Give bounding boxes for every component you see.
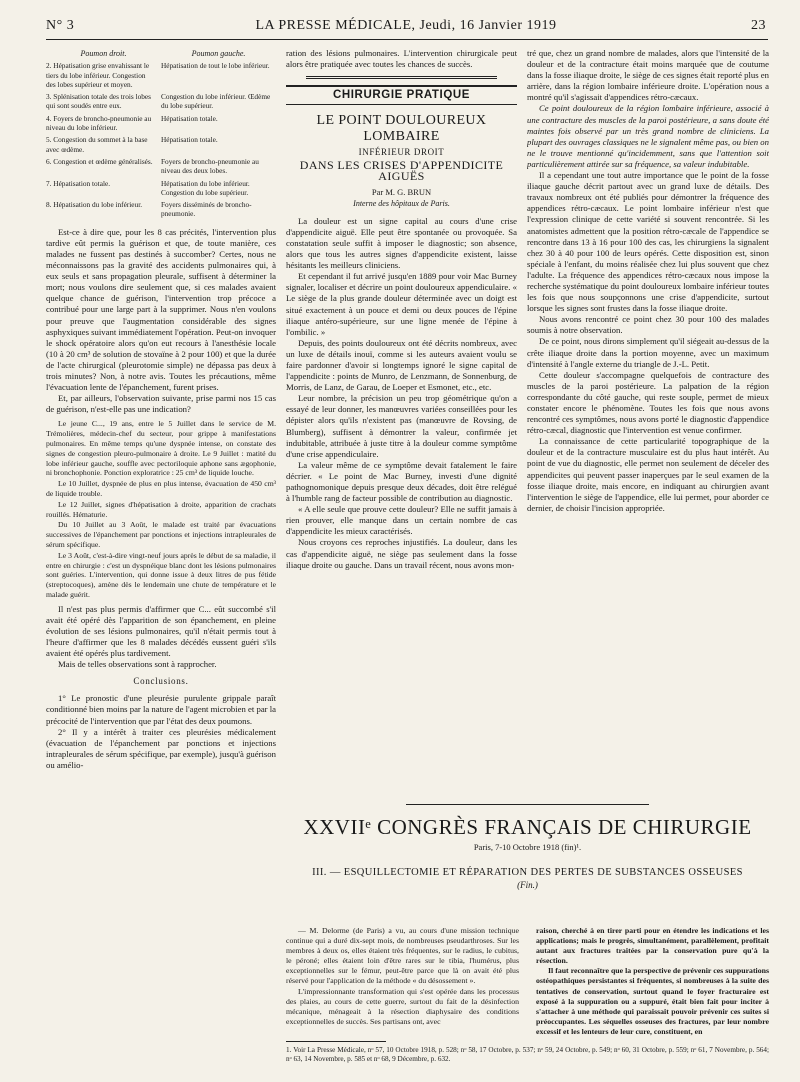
paragraph: Il faut reconnaître que la perspective de prévenir ces suppurations ostéopathiques persistantes si fréquentes, si nombreuses à la suite des tentatives de conservation, surtout quand le foyer fracturaire est exposé à la suppuration ou a suppuré, était bien fait pour inciter à s'attacher à une méthode qui paraissait pouvoir prévenir ces suites si préoccupantes. Les séquelles osseuses des fractures, par leur nombre excessif et les lenteurs de leur cure, constituent, en [536, 966, 769, 1036]
table-cell: Congestion du lobe inférieur. Œdème du lobe supérieur. [161, 92, 271, 111]
table-row [46, 61, 276, 92]
congress-dates: Paris, 7-10 Octobre 1918 (fin)¹. [473, 842, 582, 852]
congress-columns [286, 926, 769, 1036]
table-header-left-lung: Poumon gauche. [191, 49, 246, 58]
paragraph: La valeur même de ce symptôme devait fatalement le faire décrier. « Le point de Mac Burney, investi d'une dignité pathognomonique depuis presque deux décades, doit être relégué à l'humble rang de facteur possible de contribution au diagnostic. [286, 459, 517, 504]
paragraph: Il n'est pas plus permis d'affirmer que C... eût succombé s'il avait été opéré dès l'apparition de son épanchement, en pleine évolution de ses lésions pulmonaires, qu'il n'était permis tout à l'heure d'affirmer que les 8 malades décédés eussent guéri s'ils avaient été opérés plus tardivement. [46, 603, 276, 659]
section-divider [306, 76, 497, 79]
table-header-right-lung: Poumon droit. [80, 49, 127, 58]
table-cell: Hépatisation du lobe inférieur. Congestion du lobe supérieur. [161, 178, 250, 197]
table-row [46, 92, 276, 114]
paragraph: La connaissance de cette particularité topographique de la douleur et de la contracture musculaire est du plus haut intérêt. Au point de vue du diagnostic, elle permet non seulement de déceler des appendicites qui peuvent passer inaperçues par le seul examen de la fosse iliaque droite, mais encore, en indiquant au chirurgien avant l'intervention le siège de l'appendice, elle lui permet, pour aborder ce dernier, de choisir l'incision appropriée. [527, 436, 769, 513]
observation-paragraph: Le 12 Juillet, signes d'hépatisation à droite, apparition de crachats rouillés. Hématurie. [46, 499, 276, 519]
conclusions-heading: Conclusions. [133, 676, 189, 687]
issue-number: N° 3 [46, 18, 75, 33]
conclusion-paragraph: 2° Il y a intérêt à traiter ces pleurésies médicalement (évacuation de l'épanchement par ponctions et injections intrapleurales de sérum spécifique, par exemple), jusqu'à guérison ou amélio- [46, 726, 276, 770]
table-cell: Hépatisation totale. [161, 135, 218, 145]
header-rule [46, 39, 768, 40]
article-author: Par M. G. BRUN [371, 186, 432, 197]
page-number: 23 [751, 18, 766, 33]
paragraph: « A elle seule que prouve cette douleur? Elle ne suffit jamais à rien prouver, elle manque dans un certain nombre de cas d'appendicite les mieux caractérisés. [286, 504, 517, 537]
observation-paragraph: Le 3 Août, c'est-à-dire vingt-neuf jours après le début de sa maladie, il entre en chirurgie : c'est un dyspnéique blanc dont les lésions pulmonaires sont guéries. L'intervention, qui donne issue à deux litres de pus fétide (streptocoques), amène dès le lendemain une chute de température et le malade guérit. [46, 550, 276, 599]
observation-block [46, 419, 276, 599]
journal-title: LA PRESSE MÉDICALE, Jeudi, 16 Janvier 1919 [255, 18, 557, 33]
paragraph: Cette douleur s'accompagne quelquefois de contracture des muscles de la paroi postérieure. La palpation de la région correspondante du côté gauche, qui reste souple, permet de mieux constater encore le phénomène. Toutes les fois que nous avons rencontré ces symptômes, nous avons porté le diagnostic d'appendice rétro-cæcal, diagnostic que l'intervention est venue confirmer. [527, 369, 769, 436]
paragraph: Mais de telles observations sont à rapprocher. [58, 659, 217, 670]
paragraph: Et cependant il fut arrivé jusqu'en 1889 pour voir Mac Burney signaler, localiser et décrire un point douloureux appendiculaire. « Le siège de la plus grande douleur déterminée avec un doigt est situé exactement à un pouce et demi ou deux pouces de l'épine iliaque antéro-supérieure, sur une ligne menée de l'épine à l'ombilic. » [286, 271, 517, 337]
table-row [46, 157, 276, 179]
table-cell: 2. Hépatisation grise envahissant le tiers du lobe inférieur. Congestion des lobes supérieur et moyen. [46, 61, 150, 89]
footnote-rule [286, 1041, 386, 1042]
paragraph: Il a cependant une tout autre importance que le point de la fosse iliaque gauche décrit partout avec un grand luxe de détails. Des travaux nombreux ont été publiés pour démontrer la fréquence des appendices rétro-cæcaux. Le point lombaire inférieur n'est que l'expression clinique de cette variété si souvent rencontrée. Si les anatomistes admettent que la position rétro-cæcale de l'appendice se rencontre dans 13 à 16 pour 100 des cas, les chirurgiens la signalent chez 30 à 40 pour 100 de leurs opérés. Cette disposition est, sinon spéciale à l'enfant, du moins réalisée chez lui plus souvent que chez l'adulte. La fréquence des appendices rétro-cæcaux nous impose la recherche systématique du point douloureux lombaire inférieur toutes les fois que nous soupçonnons une crise d'appendicite, surtout lorsque les signes sont frustes dans la fosse iliaque droite. [527, 170, 769, 314]
page-header [46, 18, 766, 36]
paragraph: La douleur est un signe capital au cours d'une crise d'appendicite aiguë. Elle peut être spontanée ou provoquée. Sa constatation seule suffit à imposer le diagnostic; son absence, alors que tous les autres signes d'appendicite existent, laisse hésitants les meilleurs cliniciens. [286, 215, 517, 271]
table-row [46, 179, 276, 201]
congress-section [286, 804, 769, 1074]
article-subtitle: DANS LES CRISES D'APPENDICITE AIGUËS [299, 158, 504, 184]
table-row [46, 200, 276, 222]
section-divider [406, 804, 649, 805]
table-row [46, 135, 276, 157]
table-row [46, 114, 276, 136]
footnote: 1. Voir La Presse Médicale, nᵒ 57, 10 Octobre 1918, p. 528; nᵒ 58, 17 Octobre, p. 537; nᵒ 59, 24 Octobre, p. 549; nᵒ 60, 31 Octobre, p. 559; nᵒ 61, 7 Novembre, p. 564; nᵒ 63, 14 Novembre, p. 585 et nᵒ 68, 9 Décembre, p. 632. [286, 1046, 769, 1064]
paragraph: Et, par ailleurs, l'observation suivante, prise parmi nos 15 cas de guérison, n'est-elle pas une indication? [46, 393, 276, 415]
observation-paragraph: Le jeune C..., 19 ans, entre le 5 Juillet dans le service de M. Trémolières, médecin-chef du secteur, pour grippe à manifestations pulmonaires. En même temps qu'une dyspnée intense, on constate des signes de congestion pleuro-pulmonaire à droite. Le 9 Juillet : matité du lobe inférieur gauche, souffle avec pectoriloquie aphone sans ægophonie, ni bronchophonie. Ponction exploratrice : 25 cm³ de liquide louche. [46, 419, 276, 478]
session-heading: III. — ESQUILLECTOMIE ET RÉPARATION DES PERTES DE SUBSTANCES OSSEUSES [312, 867, 743, 878]
table-cell: 8. Hépatisation du lobe inférieur. [46, 200, 143, 210]
article-title: LE POINT DOULOUREUX LOMBAIRE [316, 113, 487, 145]
author-affiliation: Interne des hôpitaux de Paris. [353, 198, 450, 208]
table-cell: Hépatisation totale. [161, 113, 218, 123]
table-cell: 4. Foyers de broncho-pneumonie au niveau du lobe inférieur. [46, 113, 152, 133]
paragraph: Nous avons rencontré ce point chez 30 pour 100 des malades soumis à notre observation. [527, 314, 769, 336]
congress-column-right [536, 926, 769, 1036]
paragraph: Ce point douloureux de la région lombaire inférieure, associé à une contracture des muscles de la paroi postérieure, a sans doute été maintes fois observé par un très grand nombre de cliniciens. La plupart des ouvrages classiques ne le signalent même pas, ou bien on ne le trouve mentionné qu'incidemment, sans que l'attention soit particulièrement attirée sur sa fréquence, sa valeur indubitable. [527, 103, 769, 169]
column-2 [286, 48, 517, 796]
table-cell: Foyers de broncho-pneumonie au niveau des deux lobes. [161, 156, 259, 176]
paragraph: L'impressionnante transformation qui s'est opérée dans les processus des plaies, au cours de cette guerre, surtout du fait de la désinfection mécanique, ménageait à la résection diaphysaire des conditions exceptionnelles de succès. Ses partisans ont, avec [286, 986, 519, 1026]
column-1 [46, 48, 276, 1078]
table-cell: 7. Hépatisation totale. [46, 178, 111, 188]
conclusion-paragraph: 1° Le pronostic d'une pleurésie purulente grippale paraît conditionné bien moins par la nature de l'agent microbien et par la précocité de l'intervention que par l'état des deux poumons. [46, 693, 276, 726]
paragraph: Leur nombre, la précision un peu trop géométrique qu'on a essayé de leur donner, les manœuvres variées conseillées pour les dépister alors qu'ils n'existent pas (manœuvre de Rovsing, de Blumberg), suffisent à démontrer la valeur, confirmée jet indubitable, attribuée à juste titre à la douleur comme symptôme d'une crise appendiculaire. [286, 393, 517, 459]
congress-column-left [286, 926, 519, 1036]
table-cell: Foyers disséminés de broncho-pneumonie. [161, 200, 252, 219]
article-subtitle: INFÉRIEUR DROIT [358, 147, 445, 158]
paragraph: Nous croyons ces reproches injustifiés. La douleur, dans les cas d'appendicite aiguë, ne siège pas seulement dans la fosse iliaque droite ou gauche. Dans un travail récent, nous avons mon- [286, 537, 517, 570]
congress-title: XXVIIᵉ CONGRÈS FRANÇAIS DE CHIRURGIE [303, 815, 752, 839]
session-fin: (Fin.) [517, 880, 538, 890]
paragraph: — M. Delorme (de Paris) a vu, au cours d'une mission technique continue qui a duré dix-sept mois, de nombreuses pseudarthroses. Sur les membres à deux os, elles étaient très fréquentes, sur le radius, le cubitus, le péroné; elles étaient loin d'être rares sur le tibia, l'humérus, plus exceptionnelles sur le fémur, peut-être parce que là on avait été plus réservé pour l'application de la méthode « du désossement ». [286, 926, 519, 986]
paragraph: raison, cherché à en tirer parti pour en étendre les indications et les applications; mais le progrès, simultanément, parallèlement, profitait autant aux fractures traitées par la conservation pure qu'à la résection. [536, 926, 769, 966]
paragraph: ration des lésions pulmonaires. L'intervention chirurgicale peut alors être pratiquée avec toutes les chances de succès. [286, 48, 517, 70]
paragraph: tré que, chez un grand nombre de malades, alors que l'intensité de la douleur et de la contracture était moins marquée que de coutume dans la fosse iliaque droite, le siège de ces signes était reporté plus en arrière, dans la région lombaire inférieure droite. L'opération nous a montré qu'il s'agissait d'appendices rétro-cæcaux. [527, 48, 769, 103]
paragraph: Est-ce à dire que, pour les 8 cas précités, l'intervention plus tardive eût permis la guérison et que, de toute manière, ces malades ne fussent pas destinés à succomber? Certes, nous ne méconnaissons pas la gravité des accidents pulmonaires qui, à eux seuls et sans propagation pleurale, suffisent à déterminer la mort; nous voulons dire seulement que, si ces malades avaient quelque chance de guérison, l'intervention trop précoce a contribué pour une large part à la supprimer. Nous n'en voulons pour preuve que l'augmentation considérable des signes asphyxiques suivant immédiatement l'opération. Peut-on invoquer le shock opératoire alors qu'on eut recours à l'anesthésie locale (10 à 20 cm³ de solution de stovaïne à 2 pour 100) et que la durée de l'acte chirurgical (pleurotomie simple) ne dépassa pas deux à trois minutes? Non, à notre avis. Toutes les précautions, même l'évacuation lente de l'épanchement, furent prises. [46, 226, 276, 393]
table-cell: Hépatisation de tout le lobe inférieur. [161, 61, 270, 71]
paragraph: Depuis, des points douloureux ont été décrits nombreux, avec un luxe de détails inouï, comme si les auteurs avaient voulu se faire pardonner d'avoir si longtemps ignoré le signe capital de l'appendicite : points de Munro, de Lenzmann, de Sonnenburg, de Morris, de Lanz, de Garau, de Loeper et Esmonet, etc., etc. [286, 337, 517, 393]
lung-lesions-table [46, 48, 276, 222]
column-3 [527, 48, 769, 708]
table-cell: 3. Splénisation totale des trois lobes qui sont soudés entre eux. [46, 92, 151, 111]
paragraph: De ce point, nous dirons simplement qu'il siégeait au-dessus de la crête iliaque droite dans la portion moyenne, avec un maximum d'intensité à l'angle externe du triangle de J.-L. Petit. [527, 336, 769, 369]
observation-paragraph: Du 10 Juillet au 3 Août, le malade est traité par évacuations successives de l'épanchement par ponctions et injections intrapleurales de sérum spécifique. [46, 520, 276, 549]
section-rubric: CHIRURGIE PRATIQUE [286, 85, 517, 105]
table-cell: 5. Congestion du sommet à la base avec œdème. [46, 135, 148, 154]
table-cell: 6. Congestion et œdème généralisés. [46, 156, 153, 166]
observation-paragraph: Le 10 Juillet, dyspnée de plus en plus intense, évacuation de 450 cm³ de liquide trouble. [46, 479, 276, 498]
